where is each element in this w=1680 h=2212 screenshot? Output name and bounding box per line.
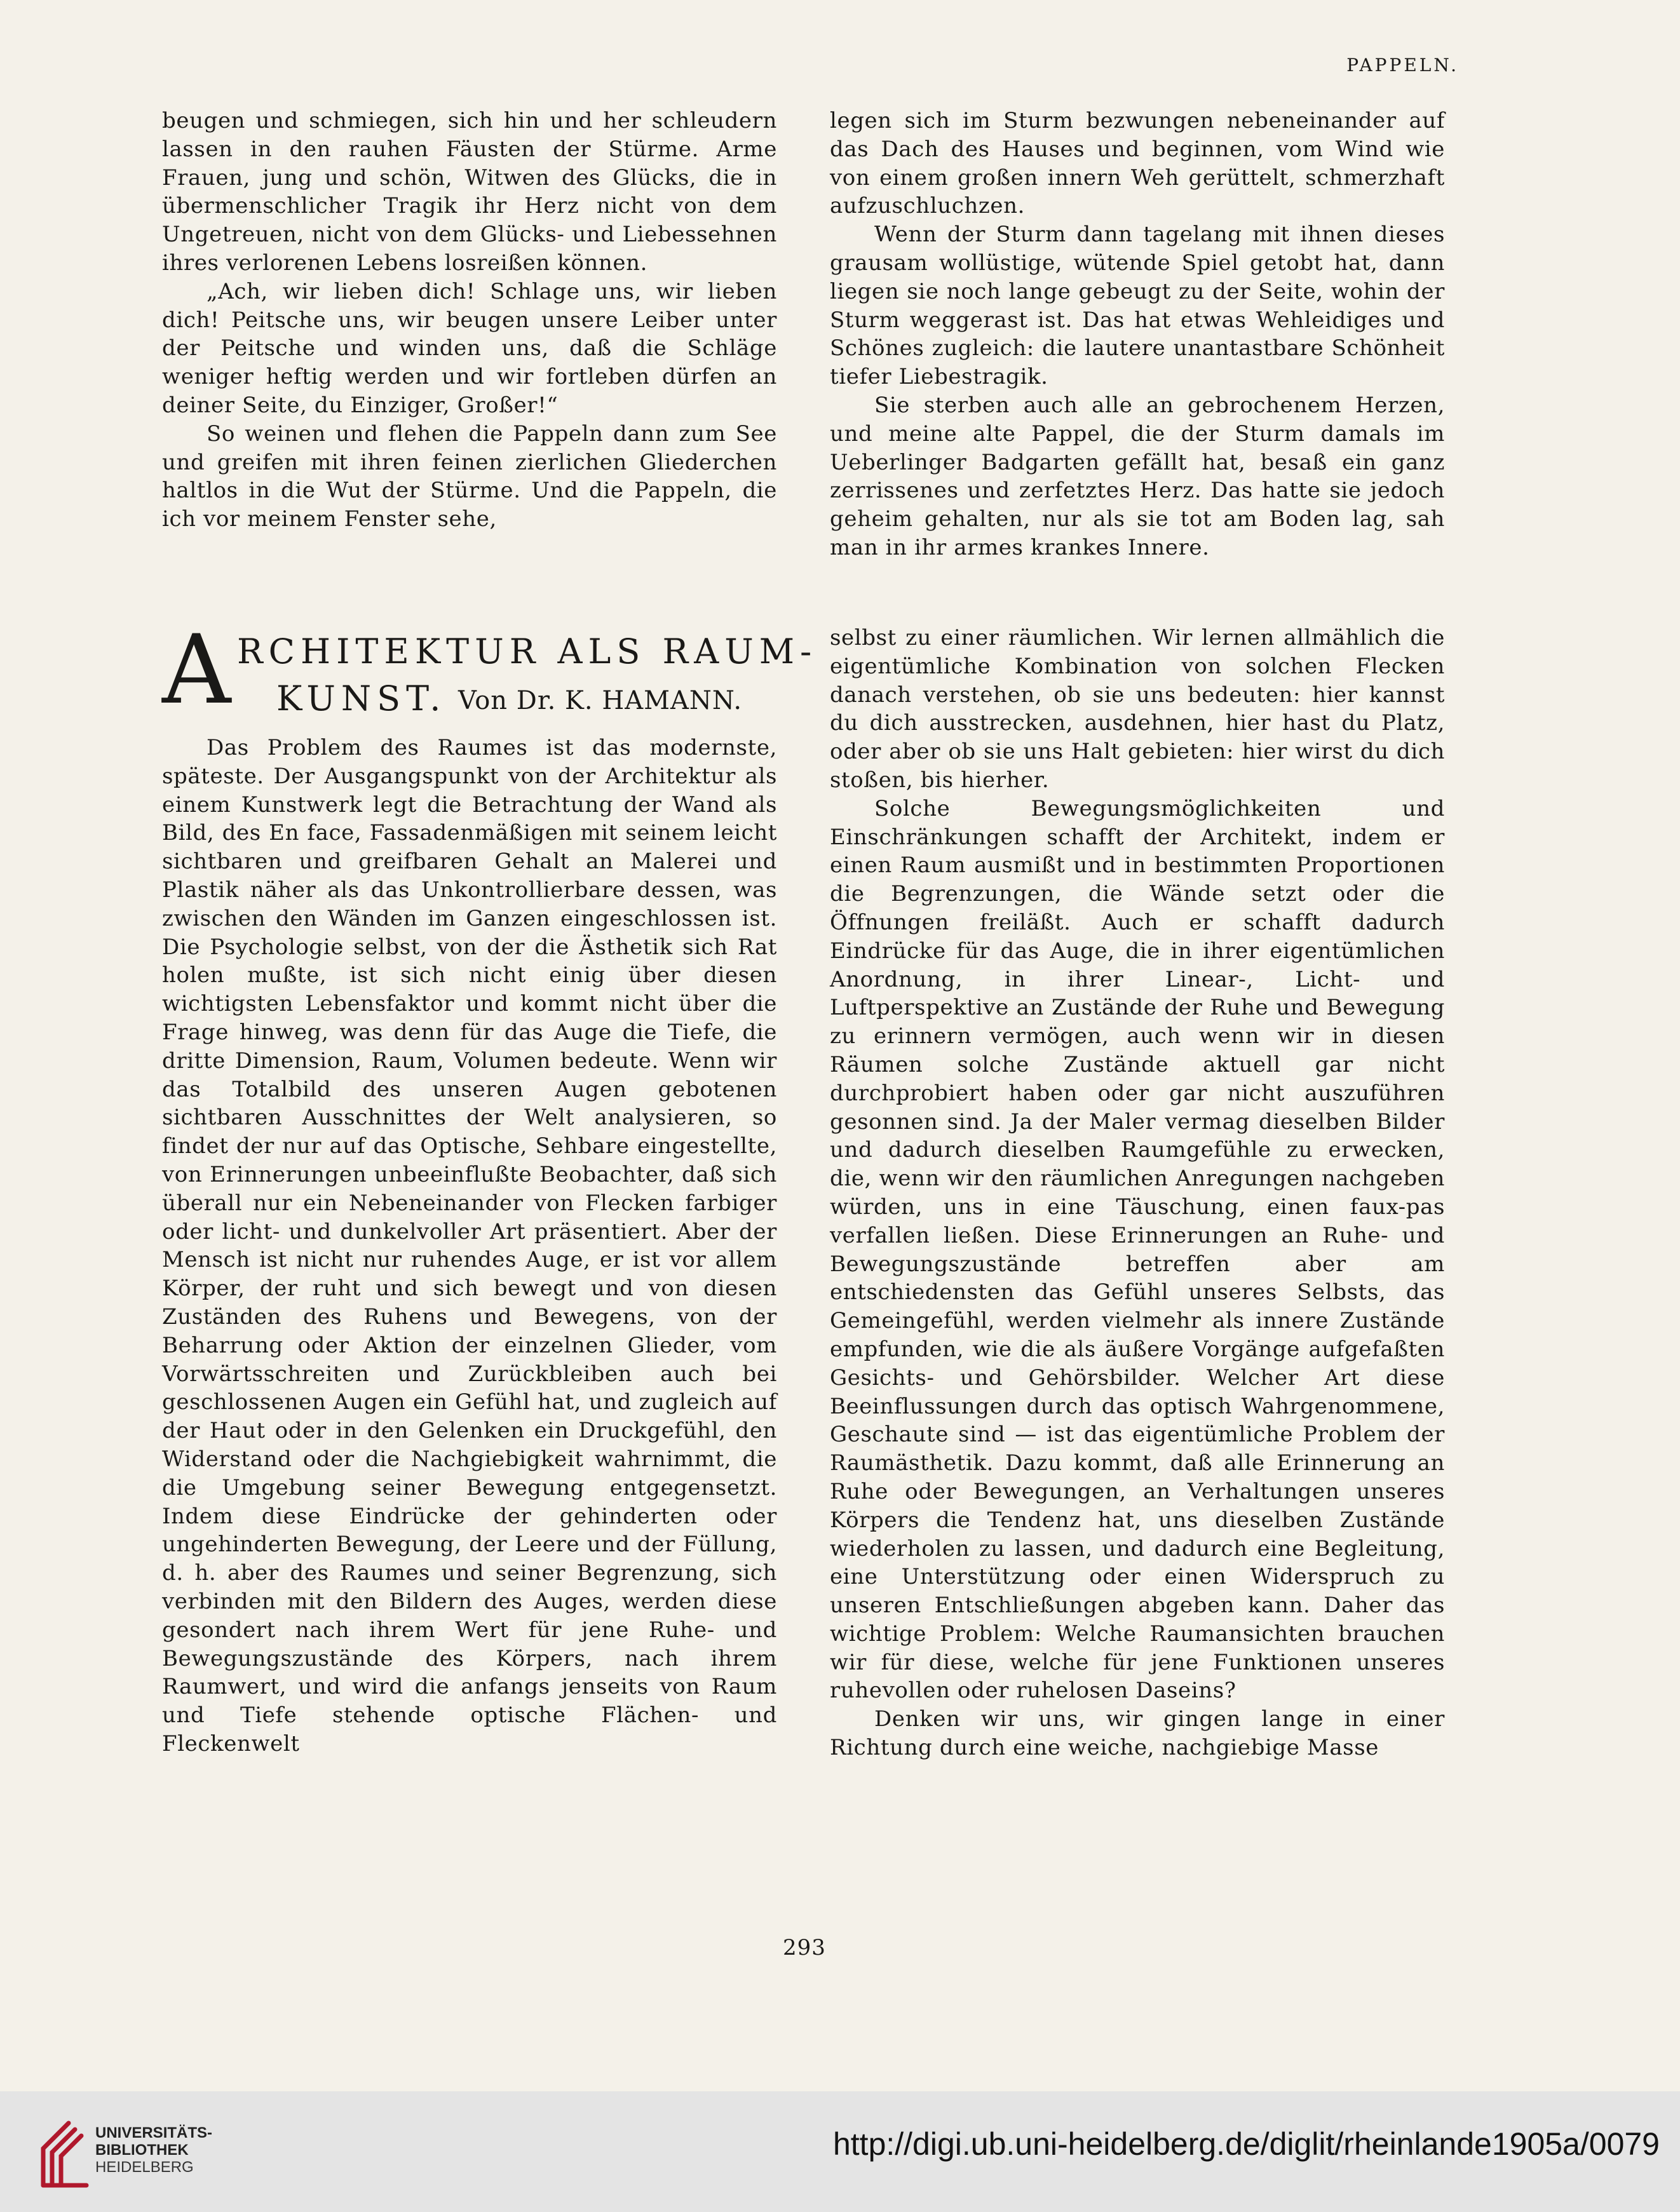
running-head: PAPPELN. bbox=[1346, 55, 1459, 76]
paragraph: Das Problem des Raumes ist das modernste, späteste. Der Ausgangspunkt von der Architektur als einem Kunstwerk legt die Betrachtung der Wand als Bild, des En face, Fassadenmäßigen mit seinem leicht sichtbaren und greifbaren Gehalt an Malerei und Plastik näher als das Unkontrollierbare dessen, was zwischen den Wänden im Ganzen eingeschlossen ist. Die Psychologie selbst, von der die Ästhetik sich Rat holen mußte, ist sich nicht einig über diesen wichtigsten Lebensfaktor und kommt nicht über die Frage hinweg, was denn für das Auge die Tiefe, die dritte Dimension, Raum, Volumen bedeute. Wenn wir das Totalbild des unseren Augen gebotenen sichtbaren Ausschnittes der Welt analysieren, so findet der nur auf das Optische, Sehbare eingestellte, von Erinnerungen unbeeinflußte Beobachter, daß sich überall nur ein Nebeneinander von Flecken farbiger oder licht- und dunkelvoller Art präsentiert. Aber der Mensch ist nicht nur ruhendes Auge, er ist vor allem Körper, der ruht und sich bewegt und von diesen Zuständen des Ruhens und Bewegens, von der Beharrung oder Aktion der einzelnen Glieder, vom Vorwärtsschreiten und Zurückbleiben auch bei geschlossenen Augen ein Gefühl hat, und zugleich auf der Haut oder in den Gelenken ein Druckgefühl, den Widerstand oder die Nachgiebigkeit wahrnimmt, die die Umgebung seiner Bewegung entgegensetzt. Indem diese Eindrücke der gehinderten oder ungehinderten Bewegung, der Leere und der Füllung, d. h. aber des Raumes und seiner Begrenzung, sich verbinden mit den Bildern des Auges, werden diese gesondert nach ihrem Wert für jene Ruhe- und Bewegungszustände des Körpers, nach ihrem Raumwert, und wird die anfangs jenseits von Raum und Tiefe stehende optische Flächen- und Fleckenwelt bbox=[162, 735, 777, 1757]
paragraph: beugen und schmiegen, sich hin und her schleudern lassen in den rauhen Fäusten der Stürme. Arme Frauen, jung und schön, Witwen des Glücks, die in übermenschlicher Tragik ihr Herz nicht von dem Ungetreuen, nicht von dem Glücks- und Liebessehnen ihres verlorenen Lebens losreißen können. bbox=[162, 108, 777, 276]
paragraph: „Ach, wir lieben dich! Schlage uns, wir lieben dich! Peitsche uns, wir beugen unsere Leiber unter der Peitsche und winden uns, daß die Schläge weniger heftig werden und wir fortleben dürfen an deiner Seite, du Einziger, Großer!“ bbox=[162, 278, 777, 418]
heading-title-line1: RCHITEKTUR ALS RAUM- bbox=[237, 631, 818, 671]
digitization-footer bbox=[0, 2091, 1680, 2212]
column-top-left bbox=[162, 107, 777, 534]
library-name bbox=[95, 2124, 212, 2176]
paragraph: Denken wir uns, wir gingen lange in einer Richtung durch eine weiche, nachgiebige Masse bbox=[830, 1706, 1445, 1761]
source-url-link[interactable]: http://digi.ub.uni-heidelberg.de/diglit/rheinlande1905a/0079 bbox=[832, 2126, 1660, 2162]
column-top-right bbox=[830, 107, 1445, 562]
column-bottom-left bbox=[162, 734, 777, 1758]
drop-cap-initial: A bbox=[162, 615, 231, 725]
column-bottom-right bbox=[830, 624, 1445, 1762]
author-byline: Von Dr. K. HAMANN. bbox=[458, 686, 743, 715]
paragraph: legen sich im Sturm bezwungen nebeneinander auf das Dach des Hauses und beginnen, vom Wind wie von einem großen innern Weh gerüttelt, schmerzhaft aufzuschluchzen. bbox=[830, 108, 1445, 219]
library-name-line3: HEIDELBERG bbox=[95, 2159, 194, 2176]
page-number: 293 bbox=[783, 1935, 826, 1960]
paragraph: Wenn der Sturm dann tagelang mit ihnen dieses grausam wollüstige, wütende Spiel getobt hat, dann liegen sie noch lange gebeugt zu der Seite, wohin der Sturm weggerast ist. Das hat etwas Wehleidiges und Schönes zugleich: die lautere unantastbare Schönheit tiefer Liebestragik. bbox=[830, 222, 1445, 390]
paragraph: So weinen und flehen die Pappeln dann zum See und greifen mit ihren feinen zierlichen Gliederchen haltlos in die Wut der Stürme. Und die Pappeln, die ich vor meinem Fenster sehe, bbox=[162, 421, 777, 532]
paragraph: Solche Bewegungsmöglichkeiten und Einschränkungen schafft der Architekt, indem er einen Raum ausmißt und in bestimmten Proportionen die Begrenzungen, die Wände setzt oder die Öffnungen freiläßt. Auch er schafft dadurch Eindrücke für das Auge, die in ihrer eigentümlichen Anordnung, in ihrer Linear-, Licht- und Luftperspektive an Zustände der Ruhe und Bewegung zu erinnern vermögen, auch wenn wir in diesen Räumen solche Zustände aktuell gar nicht durchprobiert haben oder gar nicht auszuführen gesonnen sind. Ja der Maler vermag dieselben Bilder und dadurch dieselben Raumgefühle zu erwecken, die, wenn wir den räumlichen Anregungen nachgeben würden, uns in eine Täuschung, einen faux-pas verfallen ließen. Diese Erinnerungen an Ruhe- und Bewegungszustände betreffen aber am entschiedensten das Gefühl unseres Selbsts, das Gemeingefühl, werden vielmehr als innere Zustände empfunden, wie die als äußere Vorgänge aufgefaßten Gesichts- und Gehörsbilder. Welcher Art diese Beeinflussungen durch das optisch Wahrgenommene, Geschaute sind — ist das eigentümliche Problem der Raumästhetik. Dazu kommt, daß alle Erinnerung an Ruhe oder Bewegungen, an Verhaltungen unseres Körpers die Tendenz hat, uns dieselben Zustände wiederholen zu lassen, und dadurch eine Begleitung, eine Unterstützung oder einen Widerspruch zu unseren Entschließungen abgeben kann. Daher das wichtige Problem: Welche Raumansichten brauchen wir für diese, welche für jene Funktionen unseres ruhevollen oder ruhelosen Daseins? bbox=[830, 795, 1445, 1704]
library-logo-icon bbox=[30, 2110, 100, 2193]
paragraph: Sie sterben auch alle an gebrochenem Herzen, und meine alte Pappel, die der Sturm damals im Ueberlinger Badgarten gefällt hat, besaß ein ganz zerrissenes und zerfetztes Herz. Das hatte sie jedoch geheim gehalten, nur als sie tot am Boden lag, sah man in ihr armes krankes Innere. bbox=[830, 392, 1445, 560]
paragraph: selbst zu einer räumlichen. Wir lernen allmählich die eigentümliche Kombination von solchen Flecken danach verstehen, ob sie uns bedeuten: hier kannst du dich ausstrecken, ausdehnen, hier hast du Platz, oder aber ob sie uns Halt gebieten: hier wirst du dich stoßen, bis hierher. bbox=[830, 625, 1445, 793]
library-name-line1: UNIVERSITÄTS- bbox=[95, 2124, 213, 2141]
library-name-line2: BIBLIOTHEK bbox=[95, 2141, 189, 2159]
article-heading bbox=[162, 615, 818, 725]
heading-title-line2: KUNST. bbox=[276, 678, 447, 718]
